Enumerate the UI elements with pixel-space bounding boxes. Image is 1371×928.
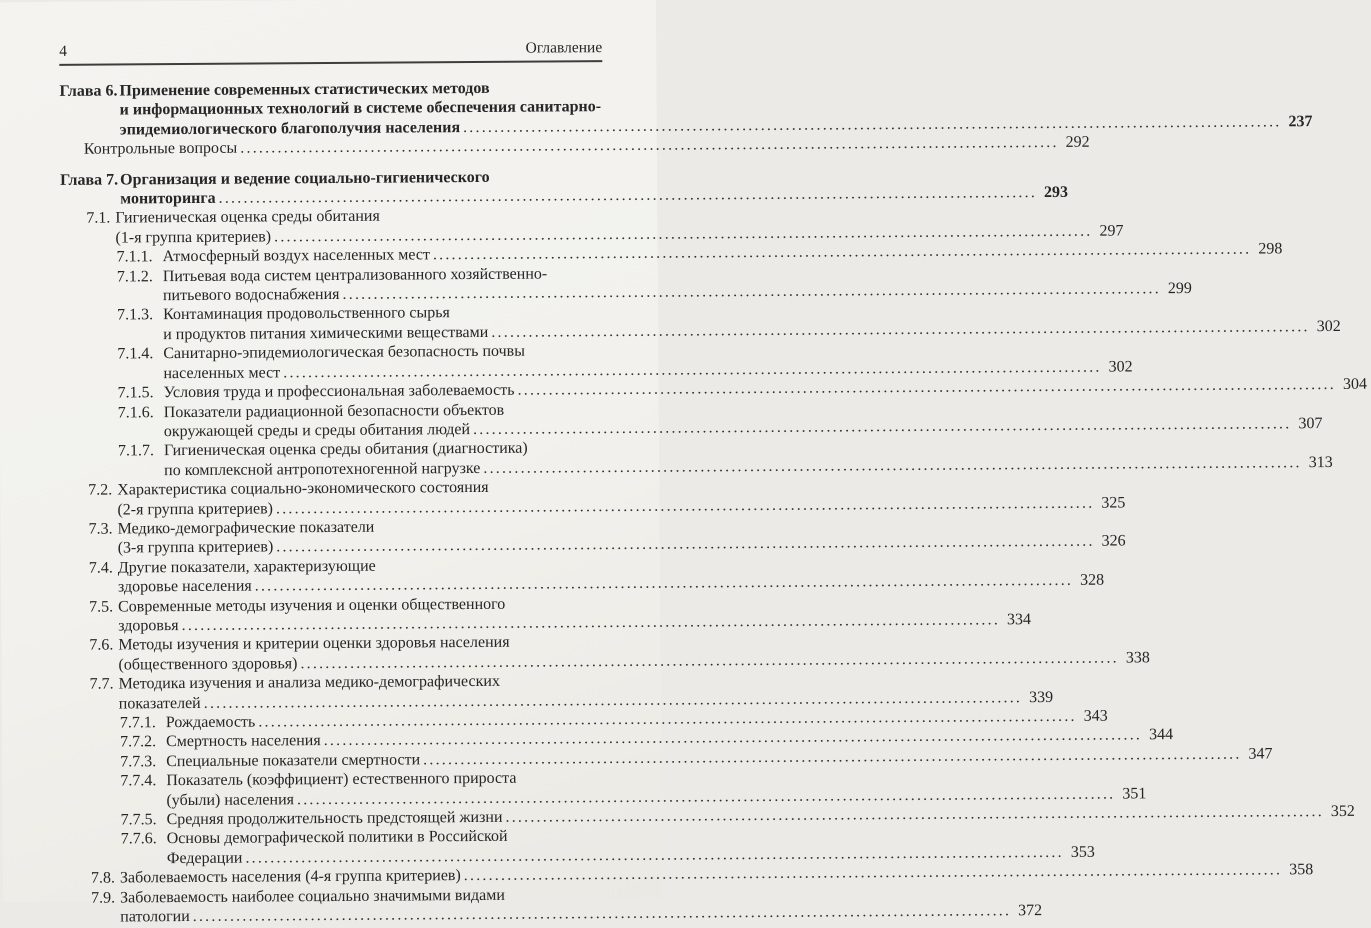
entry-text: Современные методы изучения и оценки общественного — [118, 595, 506, 616]
entry-page: 334 — [1006, 611, 1032, 629]
entry-text: Применение современных статистических методов — [119, 79, 490, 100]
entry-text: патологии — [120, 908, 190, 926]
toc-entry — [120, 768, 1147, 810]
entry-number: 7.9. — [91, 889, 116, 907]
toc-entry — [117, 400, 1323, 442]
entry-text: по комплексной антропотехногенной нагрузке — [164, 459, 481, 479]
entry-page: 292 — [1065, 133, 1090, 152]
entry-page: 297 — [1099, 222, 1124, 240]
entry-text: (1-я группа критериев) — [115, 228, 272, 247]
entry-page: 358 — [1289, 861, 1314, 879]
entry-page: 326 — [1101, 532, 1126, 550]
toc-entry — [88, 477, 1126, 519]
entry-text: показателей — [118, 694, 201, 713]
entry-number: 7.1. — [86, 209, 111, 228]
entry-page: 313 — [1308, 453, 1333, 471]
entry-number: 7.4. — [88, 559, 113, 577]
entry-text: Характеристика социально-экономического состояния — [117, 479, 489, 499]
entry-text: эпидемиологического благополучия населения — [119, 118, 461, 139]
entry-page: 293 — [1043, 183, 1069, 202]
toc-entry — [60, 167, 1069, 210]
toc-entry — [117, 438, 1333, 480]
entry-number: Глава 7. — [60, 171, 119, 189]
entry-number: 7.7.1. — [119, 714, 156, 732]
toc-entry — [117, 341, 1133, 383]
entry-page: 237 — [1288, 112, 1313, 131]
entry-page: 372 — [1018, 902, 1043, 920]
entry-text: мониторинга — [120, 189, 216, 208]
entry-text: Другие показатели, характеризующие — [117, 557, 376, 577]
entry-page: 299 — [1167, 280, 1192, 298]
toc-entry — [116, 303, 1341, 345]
toc-entry — [89, 594, 1032, 636]
entry-number: 7.3. — [88, 520, 113, 538]
entry-number: 7.5. — [89, 598, 114, 616]
entry-text: Контаминация продовольственного сырья — [162, 304, 450, 324]
entry-page: 302 — [1108, 358, 1133, 376]
entry-text: Гигиеническая оценка среды обитания (диагностика) — [163, 439, 528, 460]
running-head — [59, 38, 602, 66]
entry-page: 347 — [1248, 745, 1273, 763]
entry-text: Заболеваемость населения (4-я группа критериев) — [119, 867, 461, 887]
entry-page: 298 — [1258, 240, 1283, 258]
entry-number: 7.1.3. — [116, 306, 154, 324]
entry-number: 7.1.5. — [117, 384, 154, 402]
entry-text: (3-я группа критериев) — [117, 538, 274, 557]
entry-text: Санитарно-эпидемиологическая безопасность почвы — [163, 342, 525, 363]
entry-text: Гигиеническая оценка среды обитания — [115, 208, 380, 227]
entry-page: 302 — [1316, 317, 1341, 335]
entry-page: 344 — [1149, 726, 1174, 744]
entry-text: (2-я группа критериев) — [117, 499, 274, 519]
entry-text: здоровье населения — [117, 577, 252, 596]
entry-text: Показатель (коэффициент) естественного прироста — [166, 769, 517, 790]
entry-number: 7.1.1. — [116, 248, 153, 266]
toc-entry — [120, 827, 1095, 869]
entry-text: и информационных технологий в системе обеспечения санитарно- — [119, 98, 602, 119]
entry-number: 7.7.2. — [119, 733, 157, 751]
entry-text: Методика изучения и анализа медико-демографических — [118, 673, 501, 693]
entry-text: Заболеваемость наиболее социально значимыми видами — [120, 886, 505, 907]
entry-number: 7.7.6. — [120, 830, 157, 848]
entry-page: 353 — [1070, 843, 1095, 861]
toc-entry — [89, 671, 1054, 713]
entry-page: 328 — [1080, 571, 1105, 589]
entry-number: 7.7.3. — [120, 753, 157, 771]
entry-text: и продуктов питания химическими веществами — [163, 323, 489, 344]
toc-entry — [88, 555, 1105, 597]
entry-page: 339 — [1029, 688, 1054, 706]
entry-text: Средняя продолжительность предстоящей жизни — [166, 808, 503, 829]
entry-number: 7.7.4. — [120, 772, 157, 790]
entry-number: Глава 6. — [59, 82, 118, 100]
entry-text: Показатели радиационной безопасности объектов — [163, 401, 505, 421]
entry-text: Питьевая вода систем централизованного хозяйственно- — [162, 265, 548, 285]
entry-number: 7.6. — [89, 636, 114, 655]
entry-page: 307 — [1298, 414, 1323, 433]
entry-page: 325 — [1101, 493, 1126, 512]
toc-entry — [91, 885, 1043, 927]
toc-entry — [116, 264, 1192, 306]
entry-text: окружающей среды и среды обитания людей — [163, 420, 471, 441]
entry-page: 352 — [1330, 802, 1355, 821]
toc-entry — [59, 78, 1313, 140]
toc-entry — [89, 632, 1150, 674]
entry-text: здоровья — [118, 617, 179, 635]
entry-number: 7.1.6. — [117, 403, 154, 421]
entry-number: 7.1.2. — [116, 267, 153, 286]
entry-number: 7.1.7. — [117, 442, 155, 460]
entry-page: 343 — [1083, 707, 1108, 725]
entry-text: Атмосферный воздух населенных мест — [162, 246, 430, 266]
entry-number: 7.2. — [88, 481, 113, 499]
entry-page: 338 — [1125, 649, 1150, 667]
toc-entry — [83, 133, 1090, 159]
page-number: 4 — [59, 42, 68, 60]
toc-entry — [86, 206, 1124, 248]
entry-text: Методы изучения и критерии оценки здоровья населения — [118, 634, 510, 654]
table-of-contents — [59, 78, 1367, 927]
header-title: Оглавление — [525, 39, 603, 57]
entry-text: Основы демографической политики в Российской — [166, 828, 508, 848]
entry-page: 351 — [1122, 784, 1147, 803]
toc-entry — [88, 516, 1126, 558]
entry-text: Условия труда и профессиональная заболеваемость — [163, 381, 515, 402]
entry-text: Смертность населения — [165, 732, 321, 751]
entry-text: Контрольные вопросы — [83, 139, 238, 158]
entry-number: 7.8. — [90, 869, 116, 887]
entry-number: 7.7. — [89, 675, 114, 693]
entry-text: Специальные показатели смертности — [166, 751, 421, 770]
entry-number: 7.7.5. — [120, 811, 157, 829]
entry-text: питьевого водоснабжения — [162, 285, 340, 305]
entry-text: Медико-демографические показатели — [117, 518, 375, 538]
entry-text: (убыли) населения — [166, 790, 295, 809]
entry-text: Рождаемость — [165, 713, 256, 732]
entry-text: населенных мест — [163, 364, 281, 382]
entry-page: 304 — [1342, 375, 1367, 394]
entry-text: Организация и ведение социально-гигиенического — [120, 168, 490, 189]
entry-text: (общественного здоровья) — [118, 655, 298, 674]
entry-number: 7.1.4. — [117, 345, 154, 363]
entry-text: Федерации — [166, 849, 243, 867]
